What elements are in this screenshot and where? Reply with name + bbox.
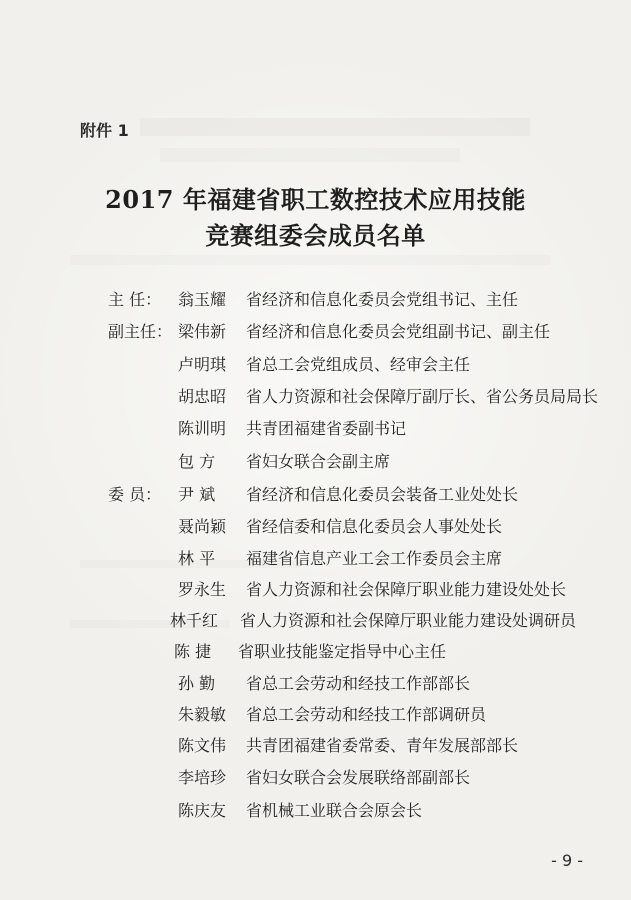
member-name: 陈庆友: [178, 801, 227, 820]
member-name: 翁玉耀: [178, 290, 227, 309]
member-duty: 省经济和信息化委员会装备工业处处长: [246, 485, 519, 504]
member-name: 胡忠昭: [178, 387, 227, 406]
member-duty: 省机械工业联合会原会长: [246, 801, 423, 820]
member-duty: 共青团福建省委副书记: [246, 419, 407, 438]
member-duty: 福建省信息产业工会工作委员会主席: [246, 549, 503, 568]
member-duty: 共青团福建省委常委、青年发展部部长: [246, 736, 519, 755]
member-duty: 省总工会党组成员、经审会主任: [246, 355, 471, 374]
member-duty: 省职业技能鉴定指导中心主任: [238, 642, 447, 661]
page-number: - 9 -: [551, 851, 583, 870]
member-duty: 省妇女联合会发展联络部副部长: [246, 768, 471, 787]
attachment-label: 附件 1: [80, 121, 129, 140]
member-name: 罗永生: [178, 580, 227, 599]
member-duty: 省经信委和信息化委员会人事处处长: [246, 517, 503, 536]
member-role: 委 员：: [108, 485, 162, 504]
member-duty: 省人力资源和社会保障厅职业能力建设处处长: [246, 580, 567, 599]
member-name: 孙 勤: [178, 674, 216, 693]
document-title-line-2: 竞赛组委会成员名单: [205, 221, 426, 250]
member-name: 陈文伟: [178, 736, 227, 755]
member-name: 尹 斌: [178, 485, 216, 504]
member-name: 梁伟新: [178, 322, 227, 341]
member-name: 包 方: [178, 452, 216, 471]
member-name: 陈训明: [178, 419, 227, 438]
member-name: 陈 捷: [174, 642, 212, 661]
member-name: 聂尚颖: [178, 517, 227, 536]
member-role: 副主任：: [108, 322, 173, 341]
member-duty: 省妇女联合会副主席: [246, 452, 391, 471]
member-name: 林千红: [170, 611, 219, 630]
member-duty: 省人力资源和社会保障厅副厅长、省公务员局局长: [246, 387, 599, 406]
member-duty: 省经济和信息化委员会党组书记、主任: [246, 290, 519, 309]
member-name: 李培珍: [178, 768, 227, 787]
member-duty: 省总工会劳动和经技工作部部长: [246, 674, 471, 693]
member-name: 朱毅敏: [178, 705, 227, 724]
member-name: 卢明琪: [178, 355, 227, 374]
member-duty: 省总工会劳动和经技工作部调研员: [246, 705, 487, 724]
member-duty: 省经济和信息化委员会党组副书记、副主任: [246, 322, 551, 341]
member-role: 主 任：: [108, 290, 162, 309]
member-duty: 省人力资源和社会保障厅职业能力建设处调研员: [240, 611, 577, 630]
document-title-line-1: 2017 年福建省职工数控技术应用技能: [105, 185, 526, 214]
member-name: 林 平: [178, 549, 216, 568]
